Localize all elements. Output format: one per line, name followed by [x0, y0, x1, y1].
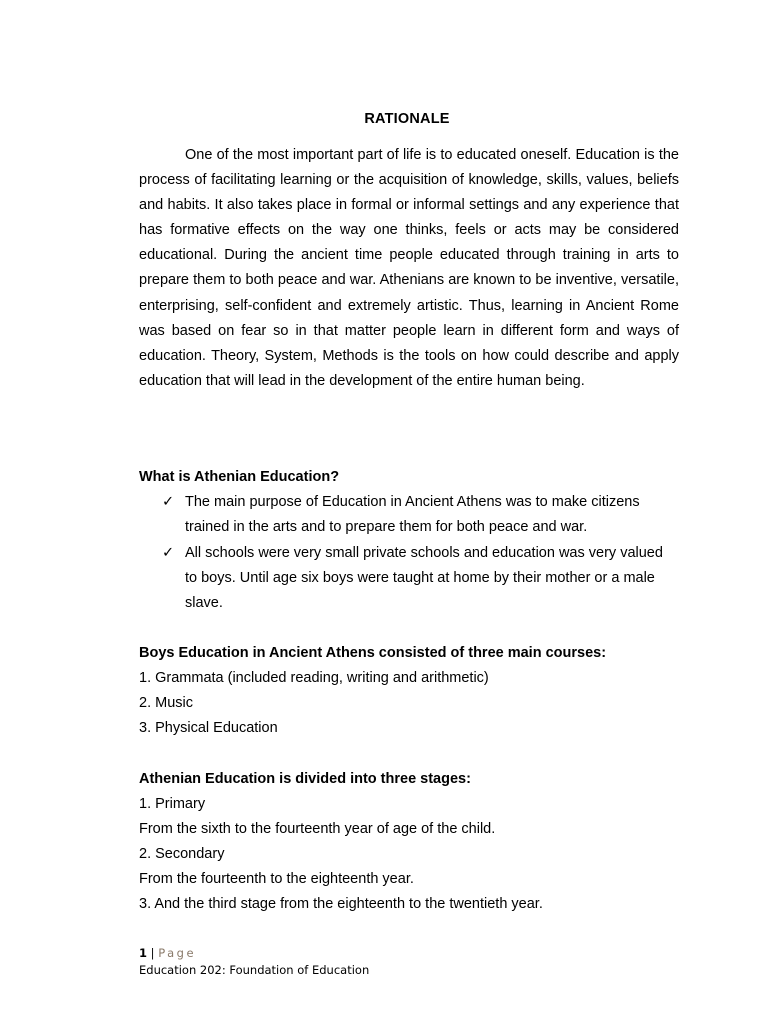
rationale-paragraph: One of the most important part of life is to educated oneself. Education is the process of facilitating learning or the acquisition of knowledge, skills, values, beliefs and habits. It also takes place in formal or informal settings and any experience that has formative effects on the way one thinks, feels or acts may be considered educational. During the ancient time people educated through training in arts to prepare them to both peace and war. Athenians are known to be inventive, versatile, enterprising, self-confident and extremely artistic. Thus, learning in Ancient Rome was based on fear so in that matter people learn in different form and ways of education. Theory, System, Methods is the tools on how could describe and apply education that will lead in the development of the entire human being.: [139, 147, 679, 389]
page-label: Page: [158, 946, 197, 960]
course-item: 2. Music: [139, 695, 193, 711]
course-item: 1. Grammata (included reading, writing and arithmetic): [139, 670, 489, 686]
stage-line: 2. Secondary: [139, 846, 225, 862]
page-footer-number: [139, 945, 196, 961]
checkmark-icon: ✓: [162, 545, 175, 561]
athenian-item-text: All schools were very small private schools and education was very valued to boys. Until age six boys were taught at home by their mother or a male slave.: [185, 545, 663, 612]
boys-education-heading: Boys Education in Ancient Athens consisted of three main courses:: [139, 645, 607, 661]
athenian-heading: What is Athenian Education?: [139, 469, 340, 485]
footer-separator: |: [147, 946, 159, 960]
stage-line: 1. Primary: [139, 796, 206, 812]
athenian-item-text: The main purpose of Education in Ancient Athens was to make citizens trained in the arts and to prepare them for both peace and war.: [185, 494, 640, 536]
stage-line: From the fourteenth to the eighteenth year.: [139, 871, 414, 887]
stages-heading: Athenian Education is divided into three stages:: [139, 771, 471, 787]
course-item: 3. Physical Education: [139, 720, 278, 736]
page-number: 1: [139, 946, 148, 960]
checkmark-icon: ✓: [162, 494, 175, 510]
stage-line: From the sixth to the fourteenth year of age of the child.: [139, 821, 496, 837]
stage-line: 3. And the third stage from the eighteenth to the twentieth year.: [139, 896, 543, 912]
page-title: RATIONALE: [364, 111, 450, 127]
footer-course-title: Education 202: Foundation of Education: [139, 963, 370, 977]
